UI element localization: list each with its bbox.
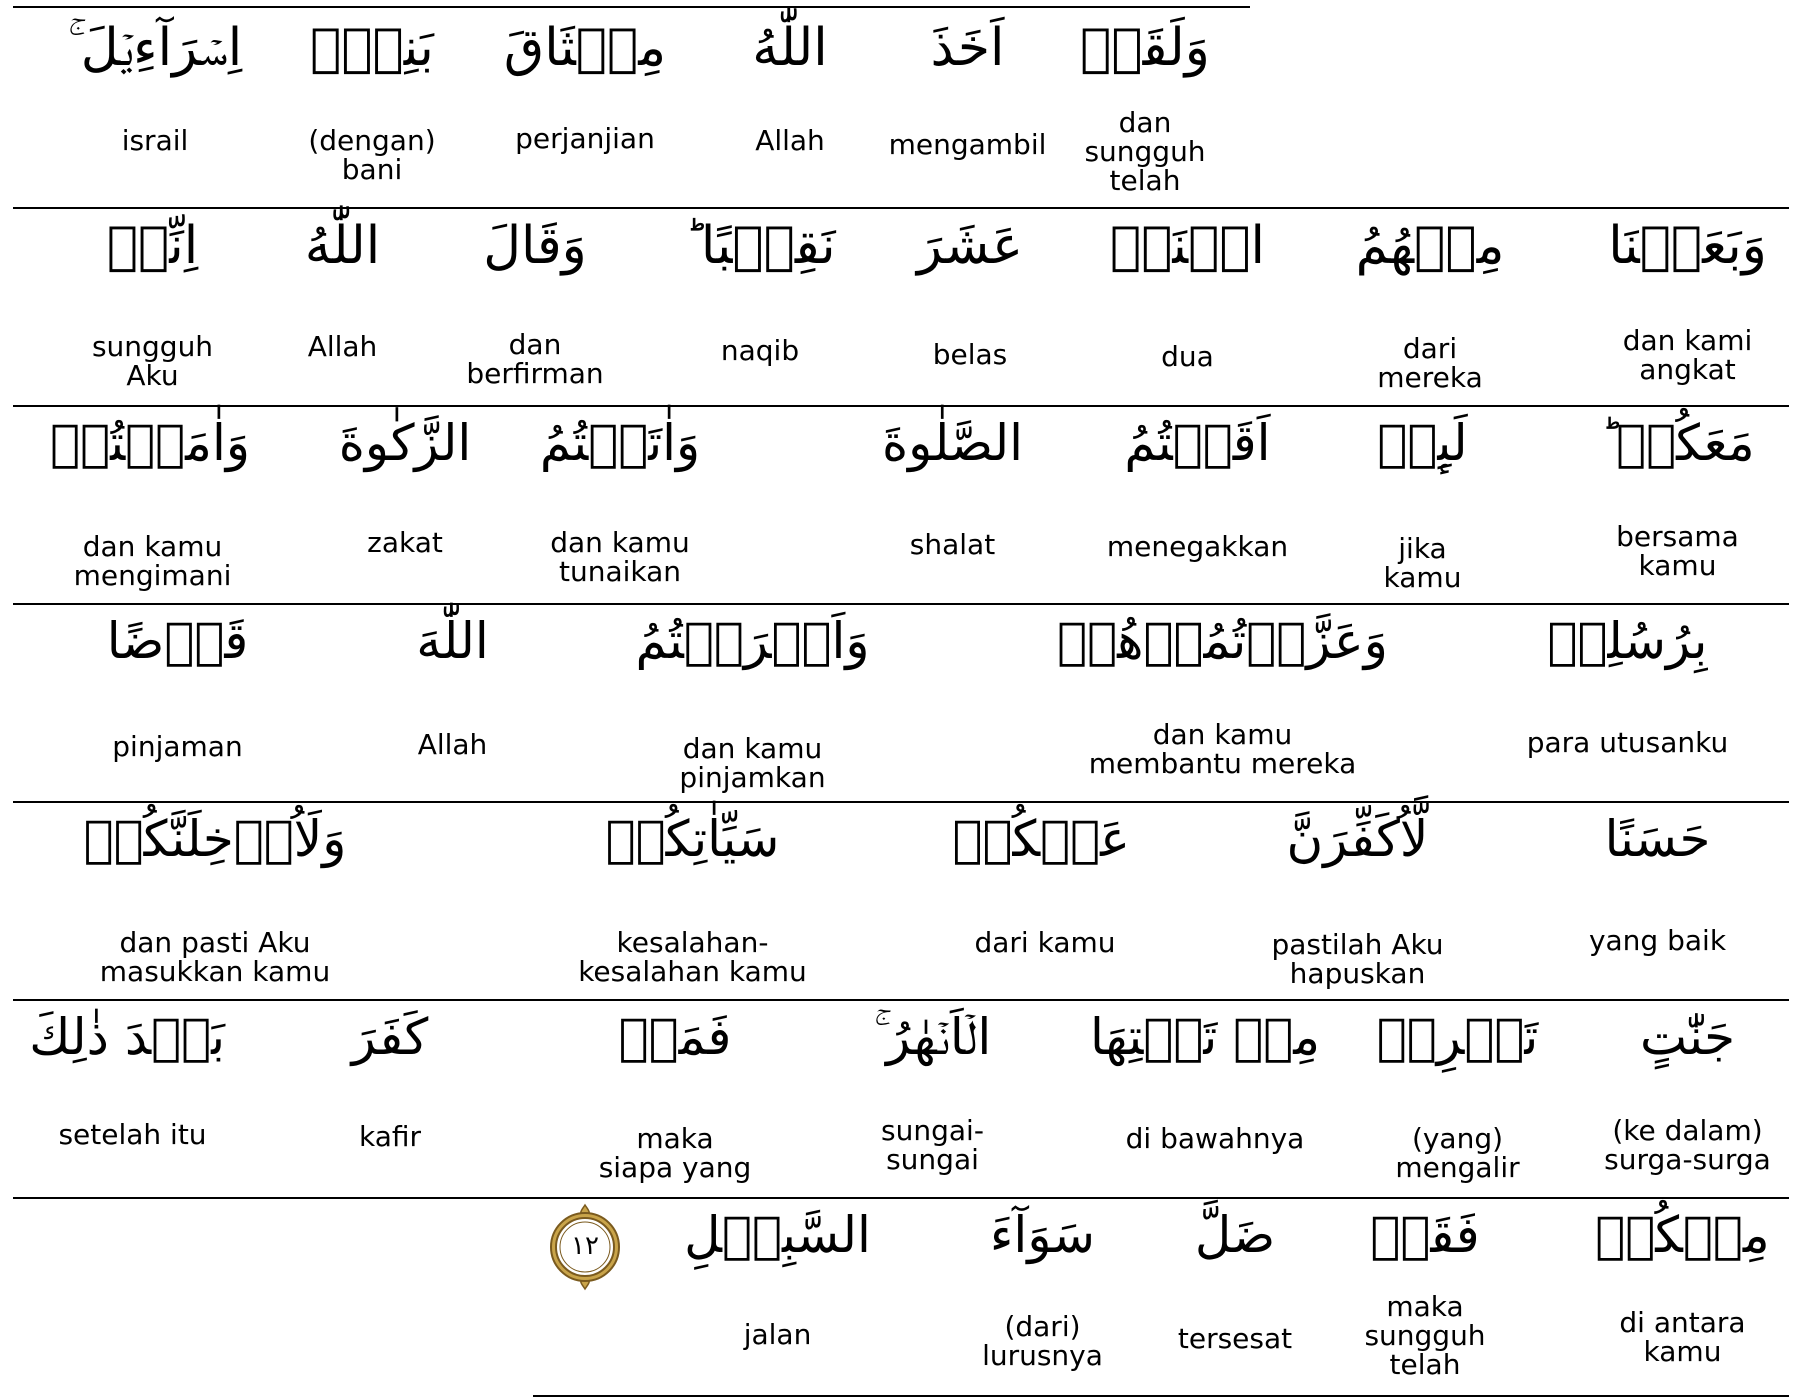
row-divider <box>13 801 1789 803</box>
word-translation: dari mereka <box>1377 332 1483 394</box>
word-cell <box>680 1206 875 1351</box>
word-cell <box>275 216 410 363</box>
word-cell <box>660 216 860 367</box>
arabic-word: تَجۡرِيۡ <box>1376 1008 1539 1066</box>
rule-bottom <box>533 1395 1789 1397</box>
arabic-word: كَفَرَ <box>351 1008 429 1066</box>
word-cell <box>29 1008 225 1151</box>
arabic-word: وَبَعَثۡنَا <box>1608 216 1767 276</box>
row-divider <box>13 999 1789 1001</box>
row-divider <box>13 207 1789 209</box>
word-translation: Allah <box>307 330 378 363</box>
arabic-word: بِرُسُلِيۡ <box>1547 612 1708 670</box>
word-translation: israil <box>121 124 189 157</box>
word-translation: dan kami angkat <box>1622 324 1753 386</box>
word-translation: sungai- sungai <box>881 1114 984 1176</box>
word-cell <box>1375 1008 1540 1184</box>
rule-top <box>13 6 1250 8</box>
word-translation: Allah <box>755 124 825 157</box>
word-cell <box>1050 612 1395 780</box>
word-translation: pinjaman <box>112 730 243 763</box>
word-cell <box>1580 1008 1795 1176</box>
word-translation: (dengan) bani <box>308 124 436 186</box>
word-translation: dan berfirman <box>466 328 604 390</box>
word-cell <box>70 216 235 392</box>
arabic-word: الۡاَنۡهٰرُ ۚ <box>873 1008 992 1066</box>
arabic-word: الصَّلٰوةَ <box>881 414 1024 472</box>
word-cell <box>885 216 1055 371</box>
arabic-word: وَاٰمَنۡتُمۡ <box>50 414 250 472</box>
arabic-word: سَوَآءَ <box>989 1206 1096 1264</box>
word-translation: dan kamu membantu mereka <box>1088 718 1357 780</box>
arabic-word: مِيۡثَاقَ <box>503 18 667 78</box>
word-cell <box>580 1008 770 1184</box>
arabic-word: بَعۡدَ ذٰلِكَ <box>29 1008 225 1066</box>
word-cell <box>40 18 270 157</box>
word-translation: Allah <box>417 728 488 761</box>
word-translation: menegakkan <box>1106 530 1289 563</box>
arabic-word: مِنۡكُمۡ <box>1595 1206 1770 1264</box>
word-translation: para utusanku <box>1526 726 1729 759</box>
arabic-word: وَعَزَّرۡتُمُوۡهُمۡ <box>1057 612 1388 670</box>
word-translation: jalan <box>743 1318 812 1351</box>
word-translation: sungguh Aku <box>91 330 214 392</box>
word-cell <box>80 810 350 988</box>
word-cell <box>395 612 510 761</box>
arabic-word: مِنۡ تَحۡتِهَا <box>1090 1008 1320 1066</box>
word-cell <box>605 612 900 794</box>
word-cell <box>95 612 260 763</box>
word-translation: mengambil <box>888 128 1047 161</box>
arabic-word: لَٮِٕنۡ <box>1377 414 1468 472</box>
arabic-word: اِسۡرَآءِيۡلَ ۚ <box>67 18 243 78</box>
arabic-word: اَخَذَ <box>930 18 1005 78</box>
word-cell <box>282 18 462 186</box>
word-translation: di antara kamu <box>1619 1306 1746 1368</box>
arabic-word: اَقَمۡتُمُ <box>1124 414 1271 472</box>
word-cell <box>530 414 710 588</box>
word-translation: dari kamu <box>974 926 1116 959</box>
word-translation: belas <box>932 338 1008 371</box>
arabic-word: عَشَرَ <box>916 216 1024 276</box>
arabic-word: اِنِّيۡ <box>106 216 199 276</box>
arabic-word: جَنّٰتٍ <box>1639 1008 1736 1066</box>
arabic-word: مَعَكُمۡ ؕ <box>1600 414 1755 472</box>
word-translation: (ke dalam) surga-surga <box>1604 1114 1771 1176</box>
word-translation: dan kamu tunaikan <box>550 526 690 588</box>
arabic-word: اللّٰهُ <box>304 216 381 276</box>
arabic-word: مِنۡهُمُ <box>1355 216 1505 276</box>
arabic-word: فَمَنۡ <box>618 1008 732 1066</box>
verse-end-marker <box>548 1203 622 1291</box>
word-cell <box>965 1206 1120 1372</box>
word-cell <box>1165 1206 1305 1355</box>
arabic-word: السَّبِيۡلِ <box>684 1206 871 1264</box>
word-translation: dan kamu pinjamkan <box>679 732 826 794</box>
row-divider <box>13 1197 1789 1199</box>
word-translation: maka sungguh telah <box>1364 1290 1486 1381</box>
word-cell <box>545 810 840 988</box>
word-translation: perjanjian <box>515 122 655 155</box>
word-translation: dan sungguh telah <box>1084 106 1206 197</box>
word-cell <box>1565 810 1750 957</box>
arabic-word: وَقَالَ <box>483 216 587 276</box>
verse-number: ١٢ <box>571 1231 599 1261</box>
word-translation: kesalahan- kesalahan kamu <box>578 926 807 988</box>
word-cell <box>50 414 250 592</box>
arabic-word: الزَّكٰوةَ <box>338 414 472 472</box>
arabic-word: فَقَدۡ <box>1370 1206 1480 1264</box>
arabic-word: اللّٰهُ <box>752 18 828 78</box>
word-cell <box>1580 216 1795 386</box>
word-cell <box>1570 414 1785 582</box>
word-cell <box>330 414 480 559</box>
word-cell <box>1335 216 1525 394</box>
word-translation: setelah itu <box>58 1118 207 1151</box>
arabic-word: وَلَقَدۡ <box>1080 18 1210 78</box>
word-translation: di bawahnya <box>1125 1122 1305 1155</box>
arabic-word: لَّاُكَفِّرَنَّ <box>1286 810 1429 868</box>
word-translation: pastilah Aku hapuskan <box>1271 928 1444 990</box>
word-translation: dua <box>1161 340 1214 373</box>
word-translation: naqib <box>720 334 800 367</box>
row-divider <box>13 405 1789 407</box>
word-cell <box>290 1008 490 1153</box>
arabic-word: سَيِّاٰتِكُمۡ <box>605 810 780 868</box>
word-cell <box>1090 1008 1320 1155</box>
word-translation: bersama kamu <box>1616 520 1739 582</box>
word-cell <box>1100 216 1275 373</box>
word-cell <box>1360 414 1485 594</box>
arabic-word: وَلَاُدۡخِلَنَّكُمۡ <box>83 810 347 868</box>
arabic-word: ضَلَّ <box>1194 1206 1276 1264</box>
word-cell <box>850 414 1055 561</box>
arabic-word: عَنۡكُمۡ <box>952 810 1130 868</box>
arabic-word: قَرۡضًا <box>106 612 249 670</box>
word-translation: dan kamu mengimani <box>73 530 232 592</box>
word-cell <box>445 216 625 390</box>
arabic-word: اللّٰهَ <box>416 612 489 670</box>
word-translation: maka siapa yang <box>598 1122 752 1184</box>
word-cell <box>875 18 1060 161</box>
word-translation: dan pasti Aku masukkan kamu <box>99 926 331 988</box>
arabic-word: نَقِيۡبًا ؕ <box>684 216 836 276</box>
word-cell <box>850 1008 1015 1176</box>
arabic-word: اثۡنَيۡ <box>1110 216 1265 276</box>
word-cell <box>1090 414 1305 563</box>
word-cell <box>1065 18 1225 197</box>
arabic-word: وَاٰتَيۡتُمُ <box>539 414 701 472</box>
word-translation: yang baik <box>1588 924 1727 957</box>
word-translation: (yang) mengalir <box>1395 1122 1520 1184</box>
word-cell <box>495 18 675 155</box>
arabic-word: حَسَنًا <box>1604 810 1711 868</box>
word-translation: tersesat <box>1177 1322 1293 1355</box>
word-translation: kafir <box>358 1120 422 1153</box>
word-cell <box>952 810 1130 959</box>
word-translation: zakat <box>367 526 443 559</box>
arabic-word: بَنِيۡٓ <box>310 18 434 78</box>
word-cell <box>1505 612 1750 759</box>
word-cell <box>1575 1206 1790 1368</box>
word-translation: jika kamu <box>1383 532 1462 594</box>
row-divider <box>13 603 1789 605</box>
word-cell <box>1340 1206 1510 1381</box>
word-translation: shalat <box>909 528 996 561</box>
word-cell <box>1235 810 1480 990</box>
arabic-word: وَاَقۡرَضۡتُمُ <box>635 612 870 670</box>
word-cell <box>720 18 860 157</box>
word-translation: (dari) lurusnya <box>982 1310 1103 1372</box>
